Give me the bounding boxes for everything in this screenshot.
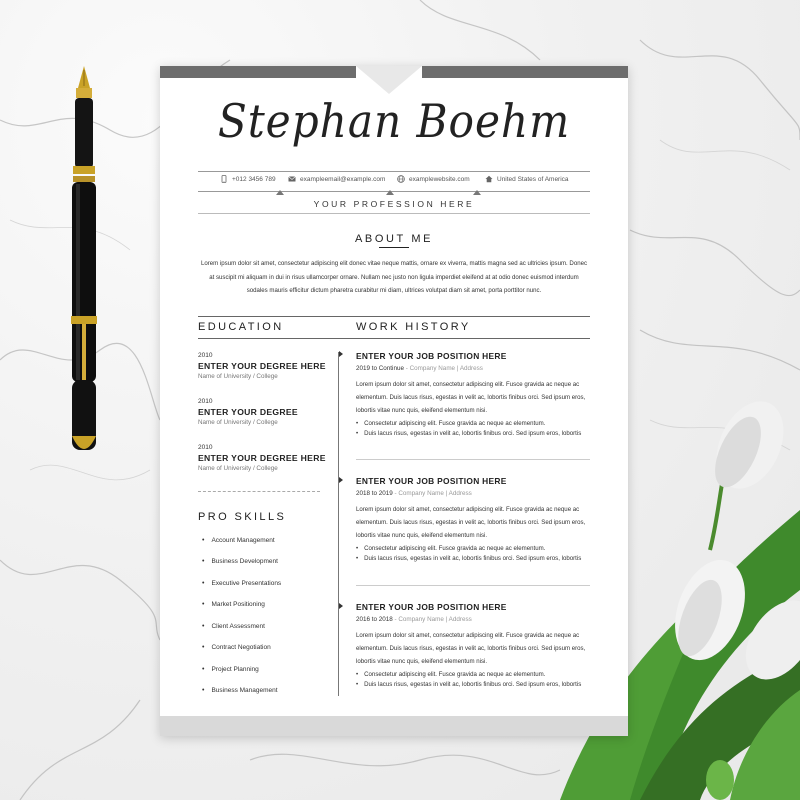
job-title: ENTER YOUR JOB POSITION HERE	[356, 476, 507, 486]
education-heading: EDUCATION	[198, 321, 284, 333]
home-icon	[485, 175, 493, 183]
about-line: Lorem ipsum dolor sit amet, consectetur adipiscing elit donec vitae neque mattis, ornare ex viverra, mattis magna sed ac ultricies ipsum. Donec	[200, 260, 588, 267]
job-bullet-text: Duis lacus risus, egestas in velit ac, lobortis finibus orci. Sed ipsum eros, lobortis	[364, 555, 582, 562]
job-entry	[356, 351, 590, 437]
education-item	[198, 398, 338, 426]
skill-item: • Business Management	[202, 687, 278, 694]
skill-item: • Contract Negotiation	[202, 644, 271, 651]
resume-name: Stephan Boehm	[217, 94, 571, 148]
job-entry	[356, 476, 590, 562]
skills-heading: PRO SKILLS	[198, 511, 287, 523]
education-year: 2010	[198, 398, 213, 405]
job-bullet-text: Duis lacus risus, egestas in velit ac, lobortis finibus orci. Sed ipsum eros, lobortis	[364, 681, 582, 688]
job-bullet: • Consectetur adipiscing elit. Fusce gravida ac neque ac elementum.	[356, 420, 546, 427]
section-divider-top	[198, 316, 590, 317]
skill-label: Contract Negotiation	[211, 644, 271, 651]
phone-icon	[220, 175, 228, 183]
contact-address	[485, 175, 569, 183]
job-company: - Company Name | Address	[403, 365, 483, 372]
top-notch-decoration	[356, 66, 422, 94]
bottom-accent-bar	[160, 716, 628, 736]
job-bullet: • Duis lacus risus, egestas in velit ac, lobortis finibus orci. Sed ipsum eros, lobortis	[356, 430, 582, 437]
job-description: Lorem ipsum dolor sit amet, consectetur adipiscing elit. Fusce gravida ac neque ac elementum. Duis lacus risus, egestas in velit ac, lobortis finibus orci. Sed ipsum eros, lobortis vitae nunc quis, eleifend elementum nisi.	[356, 632, 586, 665]
skill-item: • Business Development	[202, 558, 278, 565]
timeline-arrow	[339, 603, 343, 609]
contact-email-text: exampleemail@example.com	[300, 175, 386, 183]
job-bullet-text: Duis lacus risus, egestas in velit ac, lobortis finibus orci. Sed ipsum eros, lobortis	[364, 430, 582, 437]
contact-website-text: examplewebsite.com	[409, 175, 470, 183]
skill-item: • Project Planning	[202, 666, 259, 673]
contact-website	[397, 175, 470, 183]
skill-item: • Executive Presentations	[202, 580, 282, 587]
job-bullet-text: Consectetur adipiscing elit. Fusce gravida ac neque ac elementum.	[364, 420, 546, 427]
resume-page	[160, 66, 628, 736]
education-school: Name of University / College	[198, 419, 278, 426]
timeline-arrow	[339, 351, 343, 357]
education-school: Name of University / College	[198, 373, 278, 380]
job-title: ENTER YOUR JOB POSITION HERE	[356, 602, 507, 612]
job-description: Lorem ipsum dolor sit amet, consectetur adipiscing elit. Fusce gravida ac neque ac elementum. Duis lacus risus, egestas in velit ac, lobortis finibus orci. Sed ipsum eros, lobortis vitae nunc quis, eleifend elementum nisi.	[356, 381, 586, 414]
education-year: 2010	[198, 444, 213, 451]
top-accent-bar-right	[422, 66, 628, 78]
job-company: - Company Name | Address	[392, 490, 472, 497]
contact-divider-top	[198, 171, 590, 172]
divider-marker	[386, 190, 394, 195]
skill-label: Project Planning	[211, 666, 259, 673]
skill-label: Client Assessment	[211, 623, 265, 630]
section-divider-bottom	[198, 338, 590, 339]
job-title: ENTER YOUR JOB POSITION HERE	[356, 351, 507, 361]
job-dates: 2018 to 2019	[356, 490, 393, 497]
job-bullet: • Consectetur adipiscing elit. Fusce gravida ac neque ac elementum.	[356, 671, 546, 678]
skill-item: • Client Assessment	[202, 623, 265, 630]
timeline-line	[338, 352, 339, 696]
job-meta	[356, 490, 590, 497]
globe-icon	[397, 175, 405, 183]
about-line: sodales mauris efficitur dictum pharetra curabitur mi diam, ultrices volutpat diam sit amet, porta porttitor nunc.	[246, 287, 542, 295]
contact-phone-text: +012 3456 789	[232, 175, 276, 183]
education-dashed-divider	[198, 491, 320, 492]
job-bullet: • Duis lacus risus, egestas in velit ac, lobortis finibus orci. Sed ipsum eros, lobortis	[356, 555, 582, 562]
about-text	[198, 257, 590, 298]
education-school: Name of University / College	[198, 465, 278, 472]
top-accent-bar-left	[160, 66, 356, 78]
skill-label: Account Management	[211, 537, 275, 544]
job-divider	[356, 585, 590, 586]
skill-item: • Market Positioning	[202, 601, 265, 608]
divider-marker	[473, 190, 481, 195]
about-line: at suscipit mi aliquam in dui in risus ullamcorper ornare. Nullam nec justo non ligula imperdiet eleifend at at odio donec euismod interdum	[209, 273, 579, 281]
skill-label: Executive Presentations	[211, 580, 282, 587]
about-heading: ABOUT ME	[354, 233, 434, 245]
job-dates: 2019 to Continue	[356, 365, 404, 372]
job-bullet: • Duis lacus risus, egestas in velit ac, lobortis finibus orci. Sed ipsum eros, lobortis	[356, 681, 582, 688]
job-dates: 2016 to 2018	[356, 616, 393, 623]
work-history-heading: WORK HISTORY	[356, 321, 471, 333]
job-bullet: • Consectetur adipiscing elit. Fusce gravida ac neque ac elementum.	[356, 545, 546, 552]
fountain-pen-illustration	[62, 66, 106, 462]
job-divider	[356, 459, 590, 460]
skill-label: Business Development	[211, 558, 278, 565]
skill-item: • Account Management	[202, 537, 275, 544]
skill-label: Business Management	[211, 687, 278, 694]
timeline-arrow	[339, 477, 343, 483]
job-meta	[356, 365, 590, 372]
profession-divider	[198, 213, 590, 214]
about-underline	[379, 247, 409, 248]
education-item	[198, 444, 338, 472]
contact-address-text: United States of America	[497, 175, 569, 183]
profession-title: YOUR PROFESSION HERE	[313, 199, 475, 209]
divider-marker	[276, 190, 284, 195]
education-degree: ENTER YOUR DEGREE HERE	[198, 453, 326, 463]
education-degree: ENTER YOUR DEGREE	[198, 407, 298, 417]
education-item	[198, 352, 338, 380]
job-entry	[356, 602, 590, 688]
contact-email	[288, 175, 385, 183]
job-bullet-text: Consectetur adipiscing elit. Fusce gravida ac neque ac elementum.	[364, 545, 546, 552]
envelope-icon	[288, 175, 296, 183]
contact-phone	[220, 175, 276, 183]
job-description: Lorem ipsum dolor sit amet, consectetur adipiscing elit. Fusce gravida ac neque ac elementum. Duis lacus risus, egestas in velit ac, lobortis finibus orci. Sed ipsum eros, lobortis vitae nunc quis, eleifend elementum nisi.	[356, 506, 586, 539]
contact-divider-bottom	[198, 191, 590, 192]
job-company: - Company Name | Address	[392, 616, 472, 623]
education-degree: ENTER YOUR DEGREE HERE	[198, 361, 326, 371]
job-meta	[356, 616, 590, 623]
job-bullet-text: Consectetur adipiscing elit. Fusce gravida ac neque ac elementum.	[364, 671, 546, 678]
education-year: 2010	[198, 352, 213, 359]
skill-label: Market Positioning	[211, 601, 265, 608]
